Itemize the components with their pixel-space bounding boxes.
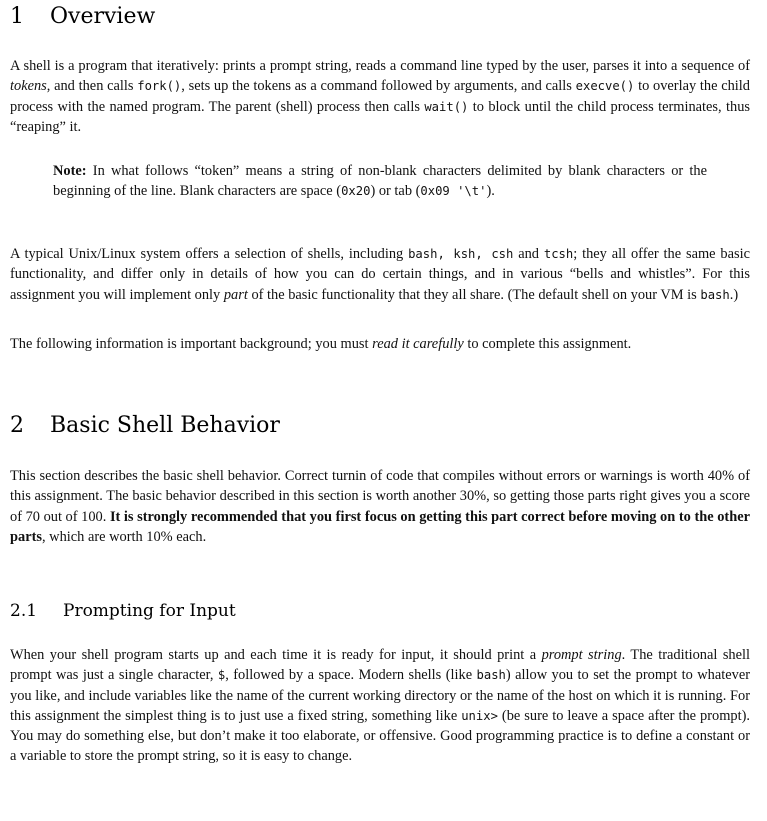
code-shell-list: bash, ksh, csh (408, 247, 514, 261)
paragraph-shell-definition: A shell is a program that iteratively: prints a prompt string, reads a command line typed by the user, parses it into a sequence of tokens, and then calls fork(), sets up the tokens as a command followed by arguments, and calls execve() to overlay the child process with the named program. The parent (shell) process then calls wait() to block until the child process terminates, thus “reaping” it. (10, 58, 750, 135)
subsection-title: Prompting for Input (63, 601, 236, 621)
code-hex-space: 0x20 (341, 184, 371, 199)
code-tcsh: tcsh (543, 247, 574, 261)
paragraph-shell-selection: A typical Unix/Linux system offers a selection of shells, including bash, ksh, csh and tcsh; they all offer the same basic functionality, and differ only in details of how you can do certain things, and in various “bells and whistles”. For this assignment you will implement only part of the basic functionality that they all share. (The default shell on your VM is bash.) (10, 246, 750, 303)
code-wait: wait() (424, 99, 469, 114)
section-title: Basic Shell Behavior (50, 413, 280, 438)
subsection-number: 2.1 (10, 601, 38, 621)
note-label: Note: (53, 163, 87, 179)
code-execve: execve() (575, 79, 635, 94)
strong-recommendation: It is strongly recommended that you first focus on getting this part correct before moving on to the other parts (10, 508, 750, 545)
section-title: Overview (50, 4, 156, 29)
subsection-heading-prompting (10, 601, 236, 621)
emphasis-part: part (223, 286, 248, 303)
code-hex-tab: 0x09 '\t' (420, 184, 487, 199)
code-bash: bash (700, 287, 730, 302)
code-fork: fork() (137, 79, 182, 94)
emphasis-read-carefully: read it carefully (372, 336, 464, 352)
section-heading-basic-behavior (10, 413, 280, 438)
paragraph-prompt: When your shell program starts up and each time it is ready for input, it should print a prompt string. The traditional shell prompt was just a single character, $, followed by a space. Modern shells (like bash) allow you to set the prompt to whatever you like, and include variables like the name of the current working directory or the name of the host on which it is running. For this assignment the simplest thing is to just use a fixed string, something like unix> (be sure to leave a space after the prompt). You may do something else, but don’t make it too elaborate, or offensive. Good programming practice is to define a constant or a variable to store the prompt string, so it is easy to change. (10, 647, 751, 765)
code-unix-prompt: unix> (461, 708, 498, 723)
paragraph-background: The following information is important background; you must read it carefully to complete this assignment. (10, 336, 632, 352)
code-dollar: $ (217, 668, 226, 683)
section-number: 1 (10, 4, 24, 29)
code-bash: bash (476, 668, 506, 683)
emphasis-tokens: tokens (10, 78, 47, 95)
note-block: Note: In what follows “token” means a string of non-blank characters delimited by blank characters or the beginning of the line. Blank characters are space (0x20) or tab (0x09 '\t'). (53, 163, 707, 200)
emphasis-prompt-string: prompt string (541, 647, 622, 663)
paragraph-grading: This section describes the basic shell behavior. Correct turnin of code that compiles without errors or warnings is worth 40% of this assignment. The basic behavior described in this section is worth another 30%, so getting those parts right gives you a score of 70 out of 100. It is strongly recommended that you first focus on getting this part correct before moving on to the other parts, which are worth 10% each. (10, 468, 750, 545)
section-number: 2 (10, 413, 24, 438)
section-heading-overview (10, 4, 155, 29)
